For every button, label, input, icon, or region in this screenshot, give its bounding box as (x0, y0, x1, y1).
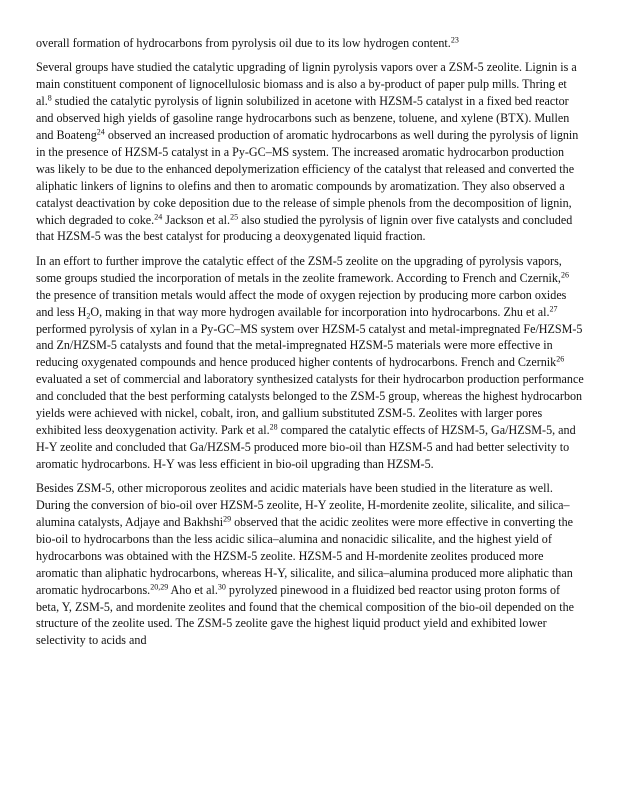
citation-superscript: 26 (560, 270, 569, 280)
chemical-subscript: 2 (86, 311, 91, 321)
paragraph-metal-incorporation (36, 253, 584, 473)
paragraph-other-zeolites (36, 480, 584, 649)
text-run: overall formation of hydrocarbons from pyrolysis oil due to its low hydrogen content. (36, 36, 451, 50)
citation-superscript: 24 (96, 127, 105, 137)
text-run: the presence of transition metals would affect the mode of oxygen rejection by producing more carbon oxides and less H (36, 287, 567, 319)
document-page (36, 35, 584, 657)
citation-superscript: 23 (450, 35, 459, 45)
citation-superscript: 28 (269, 422, 278, 432)
paragraph-lignin-upgrading (36, 59, 584, 245)
text-run: compared the catalytic effects of HZSM-5, Ga/HZSM-5, and H-Y zeolite and concluded that Ga/HZSM-5 produced more bio-oil than HZSM-5 and had better selectivity to aromatic hydrocarbons. H-Y was less efficient in bio-oil upgrading than HZSM-5. (36, 422, 576, 471)
citation-superscript: 25 (230, 212, 239, 222)
text-run: also studied the pyrolysis of lignin over five catalysts and concluded that HZSM-5 was the best catalyst for producing a deoxygenated liquid fraction. (36, 212, 573, 244)
citation-superscript: 24 (154, 212, 163, 222)
text-run: In an effort to further improve the catalytic effect of the ZSM-5 zeolite on the upgrading of pyrolysis vapors, some groups studied the incorporation of metals in the zeolite framework. According to French and Czernik, (36, 253, 562, 285)
citation-superscript: 26 (556, 354, 565, 364)
citation-superscript: 29 (223, 514, 232, 524)
text-run: evaluated a set of commercial and laboratory synthesized catalysts for their hydrocarbon production performance and concluded that the best performing catalysts belonged to the ZSM-5 group, whereas the highest hydrocarbon yields were achieved with nickel, cobalt, iron, and gallium substituted ZSM-5. Zeolites with larger pores exhibited less deoxygenation activity. Park et al. (36, 372, 584, 437)
text-run: observed that the acidic zeolites were more effective in converting the bio-oil to hydrocarbons than the less acidic silica–alumina and nonacidic silicalite, and the highest yield of hydrocarbons was obtained with the HZSM-5 zeolite. HZSM-5 and H-mordenite zeolites produced more aromatic than aliphatic hydrocarbons, whereas H-Y, silicalite, and silica–alumina produced more aliphatic than aromatic hydrocarbons. (36, 514, 574, 597)
citation-superscript: 30 (217, 582, 226, 592)
text-run: studied the catalytic pyrolysis of lignin solubilized in acetone with HZSM-5 catalyst in a fixed bed reactor and observed high yields of gasoline range hydrocarbons such as benzene, toluene, and xylene (BTX). Mullen and Boateng (36, 94, 570, 143)
text-run: Several groups have studied the catalytic upgrading of lignin pyrolysis vapors over a ZSM-5 zeolite. Lignin is a main constituent component of lignocellulosic biomass and is also a by-product of paper pulp mills. Thring et al. (36, 60, 577, 109)
paragraph-continuation (36, 35, 584, 52)
text-run: Jackson et al. (162, 212, 231, 227)
text-run: O, making in that way more hydrogen available for incorporation into hydrocarbons. Zhu et al. (90, 304, 550, 319)
text-run: Aho et al. (168, 582, 218, 597)
text-run: Besides ZSM-5, other microporous zeolites and acidic materials have been studied in the literature as well. During the conversion of bio-oil over HZSM-5 zeolite, H-Y zeolite, H-mordenite zeolite, silicalite, and silica–alumina catalysts, Adjaye and Bakhshi (36, 481, 570, 529)
citation-superscript: 20,29 (150, 582, 169, 592)
text-run: performed pyrolysis of xylan in a Py-GC–MS system over HZSM-5 catalyst and metal-impregnated Fe/HZSM-5 and Zn/HZSM-5 catalysts and found that the metal-impregnated HZSM-5 materials were more effective in reducing oxygenated compounds and hence produced higher contents of hydrocarbons. French and Czernik (36, 321, 583, 370)
text-run: pyrolyzed pinewood in a fluidized bed reactor using proton forms of beta, Y, ZSM-5, and mordenite zeolites and found that the chemical composition of the bio-oil depended on the structure of the zeolite used. The ZSM-5 zeolite gave the highest liquid product yield and exhibited lower selectivity to acids and (36, 582, 575, 648)
citation-superscript: 8 (47, 93, 52, 103)
citation-superscript: 27 (549, 304, 558, 314)
text-run: observed an increased production of aromatic hydrocarbons as well during the pyrolysis of lignin in the presence of HZSM-5 catalyst in a Py-GC–MS system. The increased aromatic hydrocarbon production was likely to be due to the enhanced depolymerization efficiency of the catalyst that released and converted the aliphatic linkers of lignins to olefins and then to aromatic compounds by aromatization. They also observed a catalyst deactivation by coke deposition due to the release of simple phenols from the decomposition of lignin, which degraded to coke. (36, 128, 579, 227)
